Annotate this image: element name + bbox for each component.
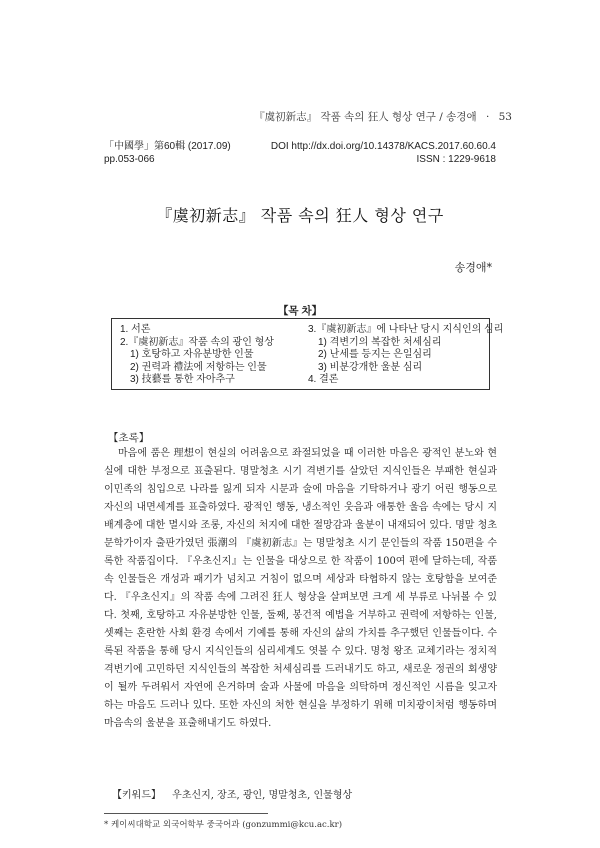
keywords — [112, 786, 352, 801]
keywords-list: 우초신지, 장조, 광인, 명말청초, 인물형상 — [172, 790, 353, 801]
toc-heading: 【목 차】 — [277, 305, 323, 317]
abstract-heading: 【초록】 — [108, 432, 150, 444]
toc-item: 4. 결론 — [308, 374, 339, 385]
toc-left-column — [120, 324, 274, 387]
toc-item: 1) 격변기의 복잡한 처세심리 — [318, 336, 442, 348]
abstract-body: 마음에 품은 理想이 현실의 어려움으로 좌절되었을 때 이러한 마음은 광적인 분노와 현실에 대한 부정으로 표출된다. 명말청초 시기 격변기를 살았던 지식인들은 부패한 현실과 이민족의 침입으로 나라를 잃게 되자 시문과 술에 마음을 기탁하거나 광기 어린 행동으로 자신의 내면세계를 표출하였다. 광적인 행동, 냉소적인 웃음과 애통한 울음 속에는 당시 지배계층에 대한 멸시와 조롱, 자신의 처지에 대한 절망감과 울분이 내재되어 있다. 명말 청초 문학가이자 출판가였던 張潮의 『虞初新志』는 명말청초 시기 문인들의 작품 150편을 수록한 작품집이다. 『우초신지』는 인물을 대상으로 한 작품이 100여 편에 달하는데, 작품 속 인물들은 개성과 패기가 넘치고 거침이 없으며 세상과 타협하지 않는 호탕함을 보여준다. 『우초신지』의 작품 속에 그려진 狂人 형상을 살펴보면 크게 세 부류로 나뉘볼 수 있다. 첫째, 호탕하고 자유분방한 인물, 둘째, 봉건적 예법을 거부하고 권력에 저항하는 인물, 셋째는 혼란한 사회 환경 속에서 기예를 통해 자신의 삶의 가치를 추구했던 인물들이다. 수록된 작품을 통해 당시 지식인들의 심리세계도 엿볼 수 있다. 명청 왕조 교체기라는 정치적 격변기에 고민하던 지식인들의 복잡한 처세심리를 드러내기도 하고, 새로운 정권의 회생양이 될까 두려워서 자연에 은거하며 술과 사물에 마음을 의탁하며 정신적인 시름을 잊고자 하는 마음도 드러나 있다. 또한 자신의 처한 현실을 부정하기 위해 미치광이처럼 행동하며 마음속의 울분을 표출해내기도 하였다. — [104, 448, 497, 729]
author-name: 송경애* — [454, 261, 492, 274]
journal-info: 「中國學」第60輯 (2017.09) — [104, 141, 231, 152]
page-number: 53 — [498, 111, 512, 123]
running-header — [254, 109, 512, 124]
header-separator: · — [485, 111, 490, 123]
author-footnote: * 케이씨대학교 외국어학부 중국어과 (gonzummi@kcu.ac.kr) — [104, 820, 343, 830]
publication-meta — [104, 140, 496, 166]
toc-item: 3.『虞初新志』에 나타난 당시 지식인의 심리 — [308, 324, 504, 335]
article-title: 『虞初新志』 작품 속의 狂人 형상 연구 — [156, 206, 444, 225]
toc-item: 3) 技藝를 통한 자아추구 — [130, 374, 235, 385]
running-title: 『虞初新志』 작품 속의 狂人 형상 연구 / 송경애 — [254, 111, 477, 123]
toc-item: 2) 권력과 禮法에 저항하는 인물 — [130, 361, 267, 373]
issn: ISSN : 1229-9618 — [416, 154, 496, 165]
toc-item: 1. 서론 — [120, 324, 151, 335]
keywords-label: 【키워드】 — [112, 790, 161, 801]
page-range: pp.053-066 — [104, 154, 155, 165]
footnote-divider — [104, 813, 268, 814]
toc-item: 2) 난세를 등지는 은일심리 — [318, 349, 432, 360]
toc-item: 3) 비분강개한 울분 심리 — [318, 361, 423, 373]
doi[interactable]: DOI http://dx.doi.org/10.14378/KACS.2017.60.60.4 — [270, 141, 496, 152]
toc-item: 2.『虞初新志』작품 속의 광인 형상 — [120, 336, 274, 348]
toc-item: 1) 호탕하고 자유분방한 인물 — [130, 349, 254, 360]
table-of-contents — [111, 318, 504, 390]
toc-right-column — [308, 324, 503, 387]
